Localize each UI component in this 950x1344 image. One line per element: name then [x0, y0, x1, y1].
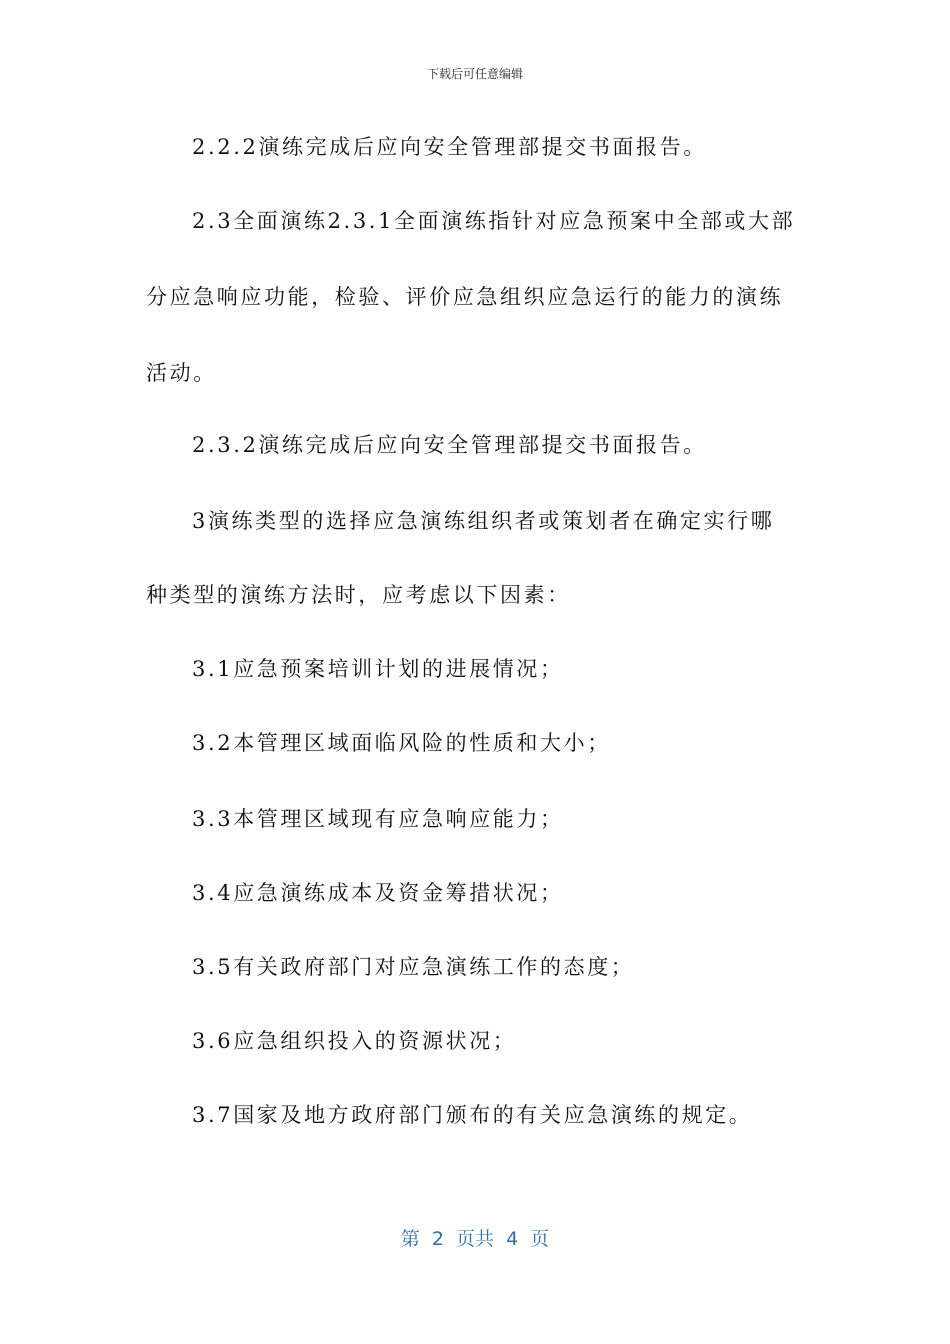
paragraph-line: 分应急响应功能，检验、评价应急组织应急运行的能力的演练 [146, 285, 784, 309]
paragraph-line: 2.3.2演练完成后应向安全管理部提交书面报告。 [192, 433, 707, 457]
paragraph-line: 2.3全面演练2.3.1全面演练指针对应急预案中全部或大部 [192, 209, 796, 233]
page-header: 下载后可任意编辑 [426, 67, 523, 81]
paragraph-line: 3.3本管理区域现有应急响应能力； [192, 807, 564, 831]
paragraph-line: 3.2本管理区域面临风险的性质和大小； [192, 731, 611, 755]
paragraph-line: 3.7国家及地方政府部门颁布的有关应急演练的规定。 [192, 1103, 753, 1127]
paragraph-line: 3.1应急预案培训计划的进展情况； [192, 657, 564, 681]
paragraph-line: 3.4应急演练成本及资金筹措状况； [192, 881, 564, 905]
paragraph-line: 活动。 [146, 361, 217, 385]
paragraph-line: 3.5有关政府部门对应急演练工作的态度； [192, 955, 635, 979]
page-number-footer: 第 2 页共 4 页 [400, 1228, 550, 1250]
paragraph-line: 种类型的演练方法时，应考虑以下因素： [146, 583, 571, 607]
paragraph-line: 3.6应急组织投入的资源状况； [192, 1029, 517, 1053]
paragraph-line: 3演练类型的选择应急演练组织者或策划者在确定实行哪 [192, 509, 775, 533]
paragraph-line: 2.2.2演练完成后应向安全管理部提交书面报告。 [192, 135, 707, 159]
